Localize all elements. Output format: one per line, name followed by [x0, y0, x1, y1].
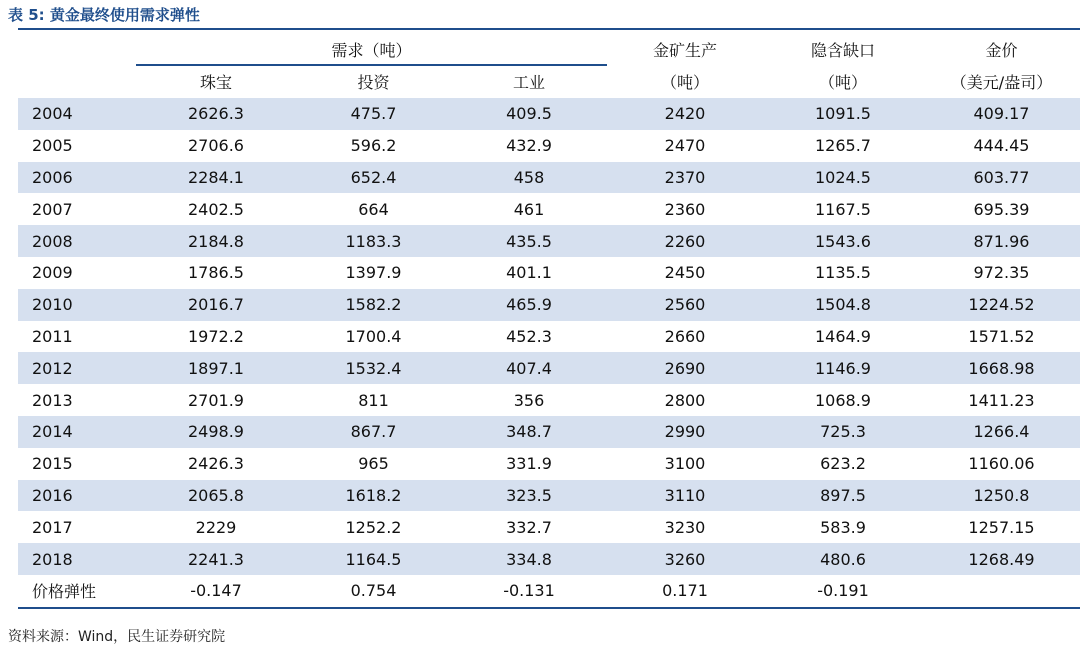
cell-jewelry: 2065.8 — [136, 480, 296, 512]
cell-implied-gap: 1265.7 — [815, 136, 871, 156]
cell-industry: 348.7 — [451, 416, 607, 448]
table-row — [18, 416, 1080, 448]
cell-jewelry: 2241.3 — [136, 543, 296, 575]
cell-jewelry: 1897.1 — [136, 352, 296, 384]
header-demand-group: 需求（吨） — [331, 41, 412, 60]
cell-jewelry: 1972.2 — [188, 326, 244, 346]
cell-implied-gap: 1167.5 — [815, 199, 871, 219]
cell-mine-production: 2660 — [664, 326, 706, 346]
bottom-rule — [18, 607, 1080, 609]
cell-investment: 1532.4 — [296, 352, 451, 384]
cell-jewelry: 2626.3 — [136, 98, 296, 130]
cell-gold-price: 444.45 — [973, 136, 1030, 156]
cell-gold-price — [923, 575, 1080, 607]
cell-year: 2009 — [32, 263, 73, 283]
cell-industry: 461 — [513, 199, 545, 219]
cell-implied-gap: 725.3 — [763, 416, 923, 448]
cell-implied-gap: 1543.6 — [763, 225, 923, 257]
cell-year: 2018 — [18, 543, 136, 575]
cell-investment: 965 — [358, 454, 389, 474]
cell-mine-production: 0.171 — [662, 581, 708, 601]
header-investment: 投资 — [357, 73, 390, 92]
cell-industry: 458 — [451, 162, 607, 194]
header-industry: 工业 — [512, 73, 545, 92]
cell-mine-production: 2370 — [607, 162, 763, 194]
cell-gold-price: 1668.98 — [923, 352, 1080, 384]
cell-investment: 1700.4 — [345, 326, 402, 346]
cell-year: 2010 — [18, 289, 136, 321]
cell-mine-production: 2260 — [607, 225, 763, 257]
cell-investment: 1397.9 — [345, 263, 402, 283]
cell-year: 价格弹性 — [32, 582, 97, 602]
cell-investment: 811 — [358, 390, 389, 410]
cell-implied-gap: 1135.5 — [815, 263, 871, 283]
header-mine-production: 金矿生产 — [652, 41, 717, 60]
cell-implied-gap: 583.9 — [820, 517, 866, 537]
cell-mine-production: 3110 — [607, 480, 763, 512]
cell-industry: 334.8 — [451, 543, 607, 575]
cell-gold-price: 1411.23 — [968, 390, 1035, 410]
table-title: 表 5: 黄金最终使用需求弹性 — [8, 6, 200, 24]
cell-mine-production: 3230 — [664, 517, 706, 537]
cell-gold-price: 1224.52 — [923, 289, 1080, 321]
table-row — [18, 352, 1080, 384]
table-row — [18, 162, 1080, 194]
cell-industry: 465.9 — [451, 289, 607, 321]
cell-implied-gap: 1024.5 — [763, 162, 923, 194]
cell-gold-price: 1266.4 — [923, 416, 1080, 448]
cell-industry: 332.7 — [506, 517, 552, 537]
table-row — [18, 448, 1080, 480]
cell-implied-gap: 623.2 — [820, 454, 866, 474]
cell-jewelry: 2706.6 — [188, 136, 244, 156]
cell-gold-price: 1257.15 — [968, 517, 1035, 537]
source-note: 资料来源：Wind，民生证券研究院 — [8, 629, 226, 645]
cell-gold-price: 695.39 — [973, 199, 1030, 219]
cell-gold-price: 1268.49 — [923, 543, 1080, 575]
cell-mine-production: 3260 — [607, 543, 763, 575]
cell-mine-production: 2800 — [664, 390, 706, 410]
table-row — [18, 543, 1080, 575]
table-row — [18, 98, 1080, 130]
cell-gold-price: 603.77 — [923, 162, 1080, 194]
cell-industry: 401.1 — [506, 263, 552, 283]
header-implied-gap: 隐含缺口 — [810, 41, 875, 60]
cell-industry: 356 — [513, 390, 545, 410]
cell-gold-price: 1250.8 — [923, 480, 1080, 512]
cell-investment: 867.7 — [296, 416, 451, 448]
cell-investment: 1582.2 — [296, 289, 451, 321]
header-gold-price: 金价 — [985, 41, 1018, 60]
cell-jewelry: 2184.8 — [136, 225, 296, 257]
cell-year: 2017 — [32, 517, 73, 537]
cell-jewelry: 2284.1 — [136, 162, 296, 194]
cell-jewelry: 2498.9 — [136, 416, 296, 448]
cell-gold-price: 871.96 — [923, 225, 1080, 257]
cell-industry: 435.5 — [451, 225, 607, 257]
header-gap-unit: （吨） — [818, 73, 867, 92]
cell-jewelry: 2229 — [195, 517, 237, 537]
cell-jewelry: 2016.7 — [136, 289, 296, 321]
cell-investment: 664 — [358, 199, 389, 219]
cell-gold-price: 1160.06 — [968, 454, 1035, 474]
cell-industry: 452.3 — [506, 326, 552, 346]
cell-implied-gap: 897.5 — [763, 480, 923, 512]
cell-mine-production: 2420 — [607, 98, 763, 130]
cell-industry: 432.9 — [506, 136, 552, 156]
cell-mine-production: 3100 — [664, 454, 706, 474]
cell-investment: 475.7 — [296, 98, 451, 130]
cell-mine-production: 2690 — [607, 352, 763, 384]
header-jewelry: 珠宝 — [199, 73, 232, 92]
cell-year: 2012 — [18, 352, 136, 384]
cell-year: 2015 — [32, 454, 73, 474]
cell-year: 2011 — [32, 326, 73, 346]
cell-jewelry: -0.147 — [190, 581, 242, 601]
cell-investment: 1618.2 — [296, 480, 451, 512]
demand-underline — [136, 64, 607, 66]
table-row — [18, 321, 1080, 353]
cell-mine-production: 2450 — [664, 263, 706, 283]
cell-investment: 1183.3 — [296, 225, 451, 257]
top-rule — [18, 28, 1080, 30]
cell-mine-production: 2560 — [607, 289, 763, 321]
table-row — [18, 193, 1080, 225]
cell-jewelry: 2701.9 — [188, 390, 244, 410]
cell-year: 2004 — [18, 98, 136, 130]
table-row — [18, 289, 1080, 321]
table-row — [18, 575, 1080, 607]
cell-gold-price: 972.35 — [973, 263, 1030, 283]
cell-year: 2006 — [18, 162, 136, 194]
table-row — [18, 257, 1080, 289]
cell-implied-gap: 1091.5 — [763, 98, 923, 130]
cell-industry: -0.131 — [503, 581, 555, 601]
header-mine-unit: （吨） — [660, 73, 709, 92]
cell-investment: 1252.2 — [345, 517, 402, 537]
cell-year: 2016 — [18, 480, 136, 512]
cell-gold-price: 1571.52 — [968, 326, 1035, 346]
cell-year: 2014 — [18, 416, 136, 448]
cell-implied-gap: 480.6 — [763, 543, 923, 575]
cell-year: 2005 — [32, 136, 73, 156]
cell-mine-production: 2470 — [664, 136, 706, 156]
cell-implied-gap: 1068.9 — [815, 390, 871, 410]
header-price-unit: （美元/盎司） — [950, 73, 1053, 92]
cell-mine-production: 2990 — [607, 416, 763, 448]
cell-investment: 1164.5 — [296, 543, 451, 575]
cell-implied-gap: 1504.8 — [763, 289, 923, 321]
cell-jewelry: 2426.3 — [188, 454, 244, 474]
cell-jewelry: 1786.5 — [188, 263, 244, 283]
table-row — [18, 384, 1080, 416]
cell-investment: 596.2 — [350, 136, 397, 156]
cell-implied-gap: 1146.9 — [763, 352, 923, 384]
table-row — [18, 511, 1080, 543]
cell-mine-production: 2360 — [664, 199, 706, 219]
cell-year: 2008 — [18, 225, 136, 257]
cell-industry: 409.5 — [451, 98, 607, 130]
cell-industry: 331.9 — [506, 454, 552, 474]
cell-implied-gap: 1464.9 — [815, 326, 871, 346]
cell-investment: 652.4 — [296, 162, 451, 194]
table-row — [18, 130, 1080, 162]
table-row — [18, 480, 1080, 512]
cell-jewelry: 2402.5 — [188, 199, 244, 219]
data-table — [18, 98, 1080, 607]
cell-investment: 0.754 — [350, 581, 397, 601]
cell-industry: 323.5 — [451, 480, 607, 512]
cell-industry: 407.4 — [451, 352, 607, 384]
cell-gold-price: 409.17 — [923, 98, 1080, 130]
cell-implied-gap: -0.191 — [817, 581, 869, 601]
cell-year: 2013 — [32, 390, 73, 410]
table-row — [18, 225, 1080, 257]
cell-year: 2007 — [32, 199, 73, 219]
